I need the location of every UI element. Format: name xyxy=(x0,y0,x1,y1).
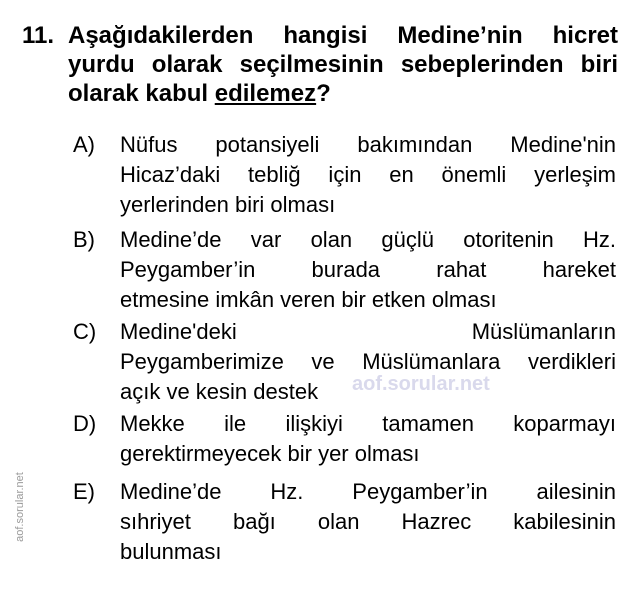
question-number: 11. xyxy=(22,22,55,49)
option-line: etmesine imkân veren bir etken olması xyxy=(120,287,497,312)
option-letter: E) xyxy=(73,479,95,504)
option-line: Peygamberimize ve Müslümanlara verdikleri xyxy=(120,349,616,374)
option-line: yerlerinden biri olması xyxy=(120,192,336,217)
option-letter: B) xyxy=(73,227,95,252)
question-stem-line: Aşağıdakilerden hangisi Medine’nin hicret xyxy=(68,22,618,49)
stem-question-mark: ? xyxy=(316,80,331,107)
option-line: Medine'deki Müslümanların xyxy=(120,319,616,344)
question-stem-line-last xyxy=(68,79,618,108)
option-line: sıhriyet bağı olan Hazrec kabilesinin xyxy=(120,509,616,534)
watermark-side: aof.sorular.net xyxy=(14,472,26,542)
watermark-inline: aof.sorular.net xyxy=(352,373,490,395)
option-text xyxy=(120,130,616,220)
option-line: Nüfus potansiyeli bakımından Medine'nin xyxy=(120,132,616,157)
option-line: Medine’de var olan güçlü otoritenin Hz. xyxy=(120,227,616,252)
option-letter: A) xyxy=(73,132,95,157)
option-letter: D) xyxy=(73,411,97,436)
question-stem-line: yurdu olarak seçilmesinin sebeplerinden biri xyxy=(68,51,618,78)
stem-text: olarak kabul xyxy=(68,80,215,107)
option-line: Mekke ile ilişkiyi tamamen koparmayı xyxy=(120,411,616,436)
question-stem xyxy=(68,21,618,108)
option-line: açık ve kesin destek xyxy=(120,379,319,404)
option-text xyxy=(120,409,616,469)
option-line: Hicaz’daki tebliğ için en önemli yerleşim xyxy=(120,162,616,187)
option-text xyxy=(120,477,616,567)
option-line: Peygamber’in burada rahat hareket xyxy=(120,257,616,282)
option-line: gerektirmeyecek bir yer olması xyxy=(120,441,420,466)
option-line: bulunması xyxy=(120,539,222,564)
stem-emphasis: edilemez xyxy=(214,80,317,107)
option-letter: C) xyxy=(73,319,97,344)
option-line: Medine’de Hz. Peygamber’in ailesinin xyxy=(120,479,616,504)
option-text xyxy=(120,225,616,315)
